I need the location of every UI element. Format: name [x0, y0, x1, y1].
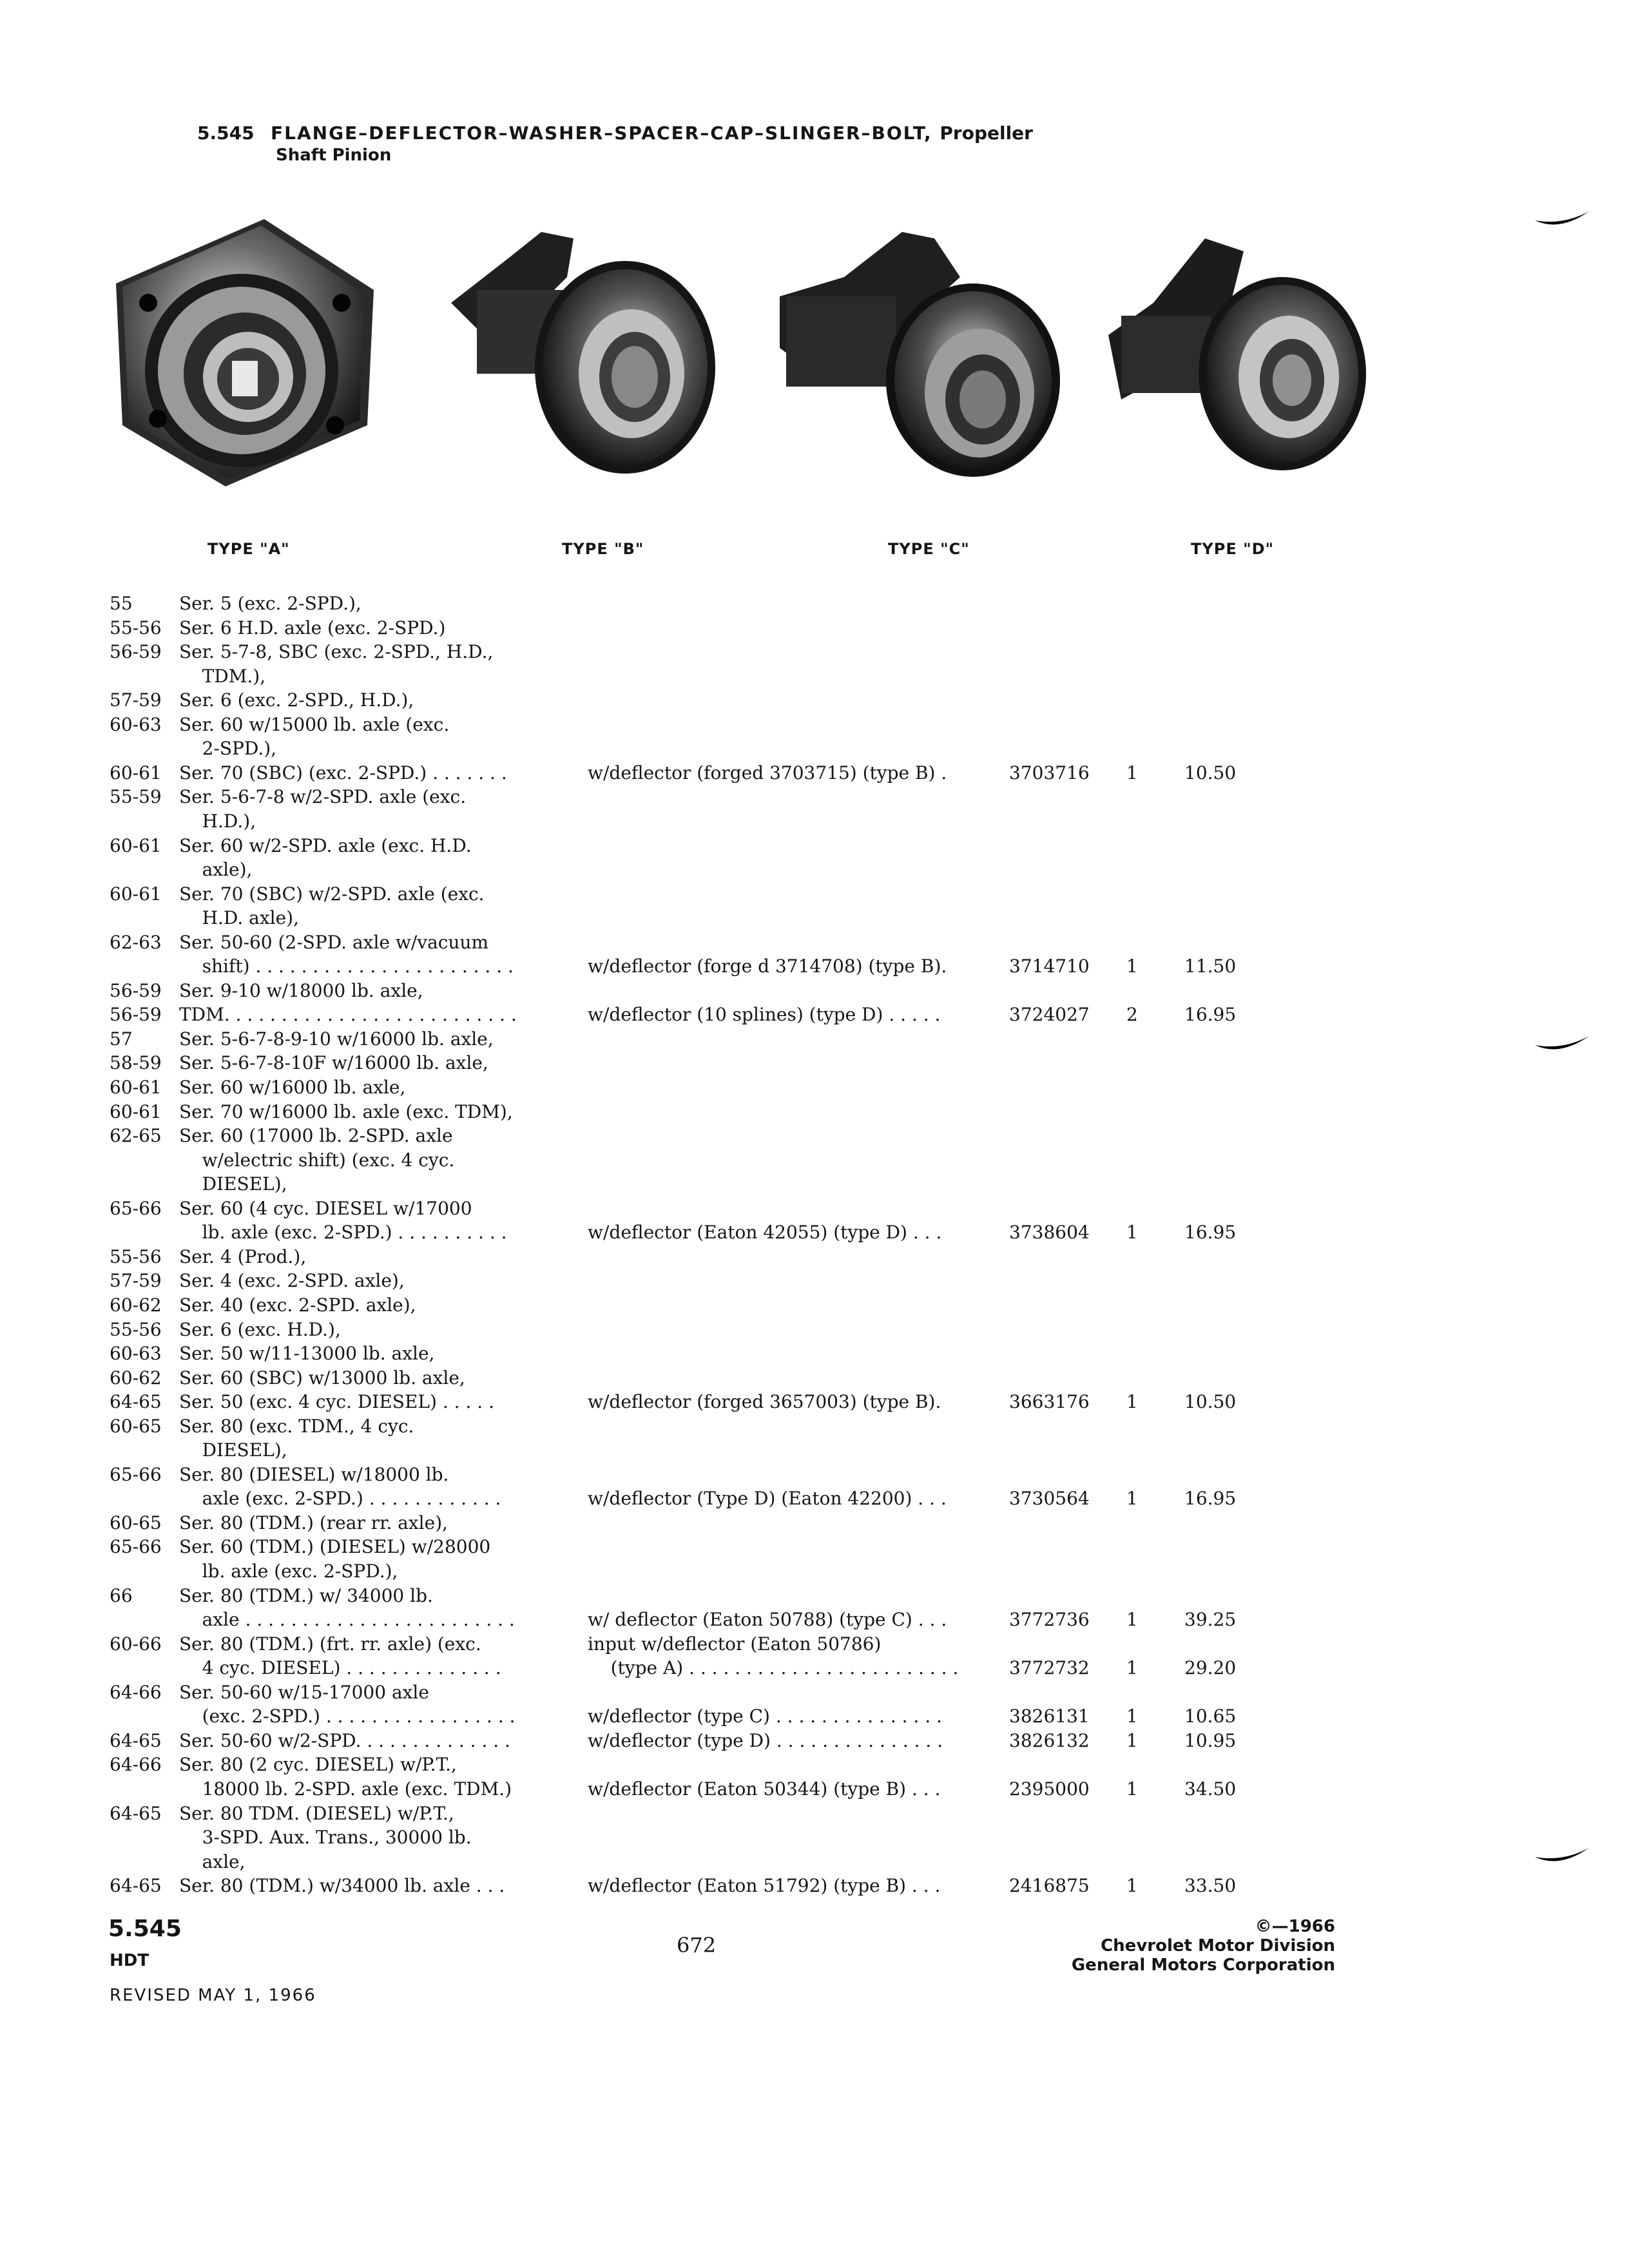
parts-row-price: 29.20: [1184, 1657, 1237, 1678]
parts-row-desc: input w/deflector (Eaton 50786): [588, 1633, 882, 1655]
type-label-a: TYPE "A": [207, 540, 290, 558]
parts-row-app: axle,: [179, 1851, 246, 1872]
parts-row-price: 33.50: [1184, 1875, 1237, 1896]
parts-row-app: 3-SPD. Aux. Trans., 30000 lb.: [179, 1827, 472, 1848]
parts-row-part: 3663176: [1009, 1391, 1090, 1412]
parts-row-year: 66: [110, 1585, 133, 1606]
parts-row-app: Ser. 5-7-8, SBC (exc. 2-SPD., H.D.,: [179, 641, 494, 662]
parts-row-app: Ser. 50 (exc. 4 cyc. DIESEL) . . . . .: [179, 1391, 494, 1412]
parts-row-qty: 1: [1126, 1488, 1138, 1509]
parts-row-part: 3772736: [1009, 1609, 1090, 1630]
parts-row-year: 60-61: [110, 1077, 162, 1098]
parts-row-desc: w/deflector (type D) . . . . . . . . . . . . . . .: [588, 1730, 943, 1751]
parts-row-qty: 1: [1126, 1657, 1138, 1678]
parts-row-year: 60-62: [110, 1367, 162, 1389]
parts-row-app: Ser. 70 (SBC) w/2-SPD. axle (exc.: [179, 883, 485, 905]
parts-row-part: 3730564: [1009, 1488, 1090, 1509]
binder-mark-bottom: [1534, 1843, 1592, 1869]
parts-row-app: Ser. 4 (exc. 2-SPD. axle),: [179, 1270, 405, 1291]
parts-row-year: 60-63: [110, 1343, 162, 1364]
flange-type-b-image: [438, 219, 722, 477]
parts-row-year: 64-65: [110, 1730, 162, 1751]
section-title-suffix: Propeller: [940, 122, 1033, 144]
parts-row-year: 55: [110, 593, 133, 614]
parts-row-app: DIESEL),: [179, 1173, 287, 1195]
parts-row-app: Ser. 6 (exc. H.D.),: [179, 1319, 341, 1340]
parts-row-year: 60-65: [110, 1512, 162, 1533]
parts-row-year: 60-63: [110, 714, 162, 735]
parts-row-app: Ser. 5 (exc. 2-SPD.),: [179, 593, 361, 614]
parts-row-app: 2-SPD.),: [179, 738, 277, 759]
parts-row-year: 58-59: [110, 1052, 162, 1073]
parts-row-app: axle (exc. 2-SPD.) . . . . . . . . . . . .: [179, 1488, 501, 1509]
parts-row-year: 55-56: [110, 617, 162, 639]
parts-row-part: 3826132: [1009, 1730, 1090, 1751]
parts-row-year: 64-66: [110, 1754, 162, 1775]
parts-row-qty: 1: [1126, 762, 1138, 783]
parts-row-app: Ser. 80 (TDM.) w/34000 lb. axle . . .: [179, 1875, 505, 1896]
parts-row-part: 3738604: [1009, 1222, 1090, 1243]
parts-row-year: 62-65: [110, 1125, 162, 1146]
parts-row-part: 3826131: [1009, 1706, 1090, 1727]
parts-row-price: 16.95: [1184, 1222, 1237, 1243]
parts-row-year: 64-65: [110, 1803, 162, 1824]
parts-row-app: (exc. 2-SPD.) . . . . . . . . . . . . . . . . .: [179, 1706, 516, 1727]
parts-row-app: Ser. 80 (exc. TDM., 4 cyc.: [179, 1416, 414, 1437]
parts-row-app: Ser. 6 H.D. axle (exc. 2-SPD.): [179, 617, 446, 639]
flange-type-a-image: [103, 213, 387, 490]
binder-mark-middle: [1534, 1031, 1592, 1057]
parts-row-app: Ser. 70 (SBC) (exc. 2-SPD.) . . . . . . .: [179, 762, 507, 783]
parts-row-part: 3703716: [1009, 762, 1090, 783]
parts-row-price: 34.50: [1184, 1778, 1237, 1800]
parts-row-year: 64-65: [110, 1875, 162, 1896]
parts-row-app: TDM.),: [179, 666, 266, 687]
parts-row-part: 2395000: [1009, 1778, 1090, 1800]
type-label-d: TYPE "D": [1191, 540, 1275, 558]
parts-row-year: 60-61: [110, 1101, 162, 1122]
parts-row-app: H.D. axle),: [179, 907, 300, 928]
section-title: [271, 122, 1033, 144]
parts-row-qty: 1: [1126, 1875, 1138, 1896]
division-name: Chevrolet Motor Division: [1101, 1936, 1335, 1956]
parts-row-app: H.D.),: [179, 811, 256, 832]
parts-row-year: 56-59: [110, 1004, 162, 1025]
parts-row-year: 55-56: [110, 1319, 162, 1340]
parts-row-qty: 1: [1126, 1609, 1138, 1630]
parts-row-app: Ser. 60 w/15000 lb. axle (exc.: [179, 714, 450, 735]
section-title-main: FLANGE–DEFLECTOR–WASHER–SPACER–CAP–SLINGER–BOLT,: [271, 122, 932, 144]
parts-row-app: Ser. 80 (TDM.) (frt. rr. axle) (exc.: [179, 1633, 481, 1655]
footer-revised-date: REVISED MAY 1, 1966: [110, 1986, 316, 2005]
parts-row-app: Ser. 80 (DIESEL) w/18000 lb.: [179, 1464, 449, 1485]
parts-row-app: Ser. 50 w/11-13000 lb. axle,: [179, 1343, 435, 1364]
parts-row-qty: 1: [1126, 1391, 1138, 1412]
parts-row-app: Ser. 50-60 (2-SPD. axle w/vacuum: [179, 932, 489, 953]
parts-row-app: Ser. 5-6-7-8-10F w/16000 lb. axle,: [179, 1052, 488, 1073]
parts-row-app: axle),: [179, 859, 253, 880]
parts-row-app: lb. axle (exc. 2-SPD.) . . . . . . . . . .: [179, 1222, 507, 1243]
parts-row-app: Ser. 5-6-7-8-9-10 w/16000 lb. axle,: [179, 1028, 494, 1050]
parts-row-year: 60-61: [110, 835, 162, 856]
parts-row-desc: w/deflector (forge d 3714708) (type B).: [588, 956, 947, 977]
parts-row-app: Ser. 60 (TDM.) (DIESEL) w/28000: [179, 1536, 491, 1557]
parts-row-app: Ser. 60 (SBC) w/13000 lb. axle,: [179, 1367, 465, 1389]
parts-row-app: Ser. 6 (exc. 2-SPD., H.D.),: [179, 689, 414, 711]
parts-row-year: 60-61: [110, 883, 162, 905]
flange-type-d-image: [1095, 226, 1379, 483]
parts-row-year: 57-59: [110, 689, 162, 711]
parts-row-year: 55-59: [110, 786, 162, 807]
parts-row-app: 18000 lb. 2-SPD. axle (exc. TDM.): [179, 1778, 512, 1800]
copyright: ©—1966: [1255, 1917, 1335, 1936]
parts-row-desc: w/deflector (type C) . . . . . . . . . . . . . . .: [588, 1706, 942, 1727]
parts-row-qty: 1: [1126, 956, 1138, 977]
parts-row-desc: w/deflector (10 splines) (type D) . . . . .: [588, 1004, 941, 1025]
parts-row-qty: 1: [1126, 1778, 1138, 1800]
parts-row-app: Ser. 60 w/2-SPD. axle (exc. H.D.: [179, 835, 472, 856]
parts-row-year: 60-61: [110, 762, 162, 783]
parts-row-price: 10.95: [1184, 1730, 1237, 1751]
parts-row-year: 60-66: [110, 1633, 162, 1655]
parts-row-year: 64-65: [110, 1391, 162, 1412]
type-label-b: TYPE "B": [562, 540, 644, 558]
parts-row-year: 56-59: [110, 641, 162, 662]
parts-row-part: 3772732: [1009, 1657, 1090, 1678]
parts-row-app: Ser. 80 TDM. (DIESEL) w/P.T.,: [179, 1803, 454, 1824]
parts-row-app: Ser. 9-10 w/18000 lb. axle,: [179, 980, 423, 1001]
footer-section-number: 5.545: [108, 1916, 182, 1942]
parts-row-year: 56-59: [110, 980, 162, 1001]
parts-row-app: Ser. 5-6-7-8 w/2-SPD. axle (exc.: [179, 786, 467, 807]
parts-row-app: shift) . . . . . . . . . . . . . . . . . . . . . . .: [179, 956, 514, 977]
parts-row-app: Ser. 60 (4 cyc. DIESEL w/17000: [179, 1198, 472, 1219]
type-label-c: TYPE "C": [888, 540, 970, 558]
parts-row-price: 10.50: [1184, 762, 1237, 783]
parts-row-app: Ser. 50-60 w/2-SPD. . . . . . . . . . . . . .: [179, 1730, 510, 1751]
parts-row-desc: w/deflector (Type D) (Eaton 42200) . . .: [588, 1488, 947, 1509]
parts-row-app: lb. axle (exc. 2-SPD.),: [179, 1561, 398, 1582]
parts-row-app: Ser. 50-60 w/15-17000 axle: [179, 1682, 429, 1703]
parts-row-app: Ser. 60 (17000 lb. 2-SPD. axle: [179, 1125, 453, 1146]
parts-row-part: 2416875: [1009, 1875, 1090, 1896]
parts-row-year: 65-66: [110, 1536, 162, 1557]
parts-row-year: 57: [110, 1028, 133, 1050]
footer-hdt: HDT: [110, 1951, 149, 1970]
parts-row-year: 55-56: [110, 1246, 162, 1267]
parts-row-qty: 2: [1126, 1004, 1138, 1025]
corporation-name: General Motors Corporation: [1071, 1956, 1335, 1975]
parts-row-year: 65-66: [110, 1198, 162, 1219]
parts-row-year: 57-59: [110, 1270, 162, 1291]
parts-row-price: 16.95: [1184, 1004, 1237, 1025]
parts-row-app: DIESEL),: [179, 1439, 287, 1461]
parts-row-desc: w/deflector (Eaton 51792) (type B) . . .: [588, 1875, 941, 1896]
section-number: 5.545: [197, 122, 255, 144]
parts-row-app: axle . . . . . . . . . . . . . . . . . . . . . . . .: [179, 1609, 515, 1630]
parts-row-year: 60-62: [110, 1294, 162, 1316]
parts-row-desc: (type A) . . . . . . . . . . . . . . . . . . . . . . . .: [588, 1657, 959, 1678]
parts-row-qty: 1: [1126, 1706, 1138, 1727]
parts-row-app: Ser. 80 (TDM.) (rear rr. axle),: [179, 1512, 448, 1533]
parts-row-app: Ser. 80 (2 cyc. DIESEL) w/P.T.,: [179, 1754, 457, 1775]
parts-row-price: 10.50: [1184, 1391, 1237, 1412]
parts-row-year: 62-63: [110, 932, 162, 953]
parts-row-price: 10.65: [1184, 1706, 1237, 1727]
parts-row-price: 11.50: [1184, 956, 1237, 977]
flange-type-c-image: [767, 219, 1070, 496]
page-number: 672: [677, 1933, 717, 1957]
parts-row-app: TDM. . . . . . . . . . . . . . . . . . . . . . . . . .: [179, 1004, 517, 1025]
binder-mark-top: [1534, 206, 1592, 232]
parts-row-desc: w/deflector (Eaton 42055) (type D) . . .: [588, 1222, 942, 1243]
parts-row-app: Ser. 70 w/16000 lb. axle (exc. TDM),: [179, 1101, 513, 1122]
section-subtitle: Shaft Pinion: [276, 146, 392, 165]
parts-row-app: w/electric shift) (exc. 4 cyc.: [179, 1149, 455, 1171]
parts-row-year: 64-66: [110, 1682, 162, 1703]
parts-row-qty: 1: [1126, 1222, 1138, 1243]
parts-row-qty: 1: [1126, 1730, 1138, 1751]
parts-row-desc: w/deflector (forged 3657003) (type B).: [588, 1391, 941, 1412]
parts-row-part: 3724027: [1009, 1004, 1090, 1025]
parts-row-app: Ser. 4 (Prod.),: [179, 1246, 307, 1267]
parts-row-year: 65-66: [110, 1464, 162, 1485]
parts-row-desc: w/ deflector (Eaton 50788) (type C) . . .: [588, 1609, 947, 1630]
parts-row-app: 4 cyc. DIESEL) . . . . . . . . . . . . . .: [179, 1657, 501, 1678]
parts-row-desc: w/deflector (Eaton 50344) (type B) . . .: [588, 1778, 941, 1800]
parts-row-price: 39.25: [1184, 1609, 1237, 1630]
parts-row-part: 3714710: [1009, 956, 1090, 977]
parts-row-year: 60-65: [110, 1416, 162, 1437]
parts-row-app: Ser. 80 (TDM.) w/ 34000 lb.: [179, 1585, 433, 1606]
parts-row-app: Ser. 40 (exc. 2-SPD. axle),: [179, 1294, 416, 1316]
parts-row-desc: w/deflector (forged 3703715) (type B) .: [588, 762, 947, 783]
parts-row-app: Ser. 60 w/16000 lb. axle,: [179, 1077, 406, 1098]
parts-row-price: 16.95: [1184, 1488, 1237, 1509]
